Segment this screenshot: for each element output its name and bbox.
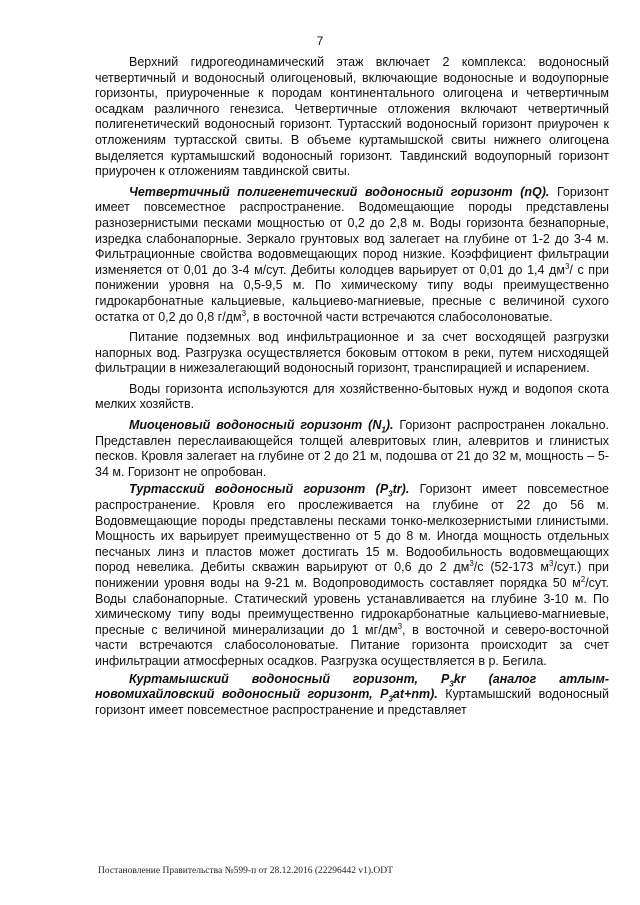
- superscript: 3: [241, 308, 247, 318]
- heading-turtas-horizon: [129, 482, 410, 499]
- heading-text: Куртамышский водоносный горизонт, P: [129, 671, 450, 686]
- page-number: 7: [316, 34, 324, 48]
- paragraph-turtas: [95, 482, 609, 669]
- subscript: 1: [381, 425, 386, 435]
- paragraph-text: , в восточной и северо-восточной части встречаются слабосолоноватые. Питание горизонта происходит за счет инфильтрации атмосферных осадков. Разгрузка осуществляется в р. Бегила.: [95, 622, 609, 668]
- paragraph-text: Горизонт распространен локально. Представлен переслаивающейся толщей алевритовых глин, алевритов и глинистых песков. Кровля залегает на глубине от 2 до 21 м, подошва от 21 до 32 м, мощность – 5-34 м. Горизонт не опробован.: [95, 418, 609, 479]
- heading-text: tr).: [392, 482, 410, 497]
- paragraph-text: /с (52-173 м: [473, 560, 549, 575]
- subscript: 3: [388, 489, 393, 499]
- document-body: [95, 55, 609, 723]
- superscript: 3: [397, 621, 403, 631]
- paragraph-quaternary: [95, 185, 609, 325]
- paragraph-text: Горизонт имеет повсеместное распространение. Водомещающие породы представлены разнозернистыми песками мощностью от 0,2 до 2,8 м. Воды горизонта безнапорные, изредка слабонапорные. Зеркало грунтовых вод залегает на глубине от 1-2 до 3-4 м. Фильтрационные свойства водовмещающих пород низкие. Коэффициент фильтрации изменяется от 0,01 до 3-4 м/сут. Дебиты колодцев варьирует от 0,01 до 1,4 дм: [95, 184, 609, 277]
- paragraph-text: , в восточной части встречаются слабосолоноватые.: [246, 309, 553, 324]
- paragraph-intro: Верхний гидрогеодинамический этаж включает 2 комплекса: водоносный четвертичный и водоносный олигоценовый, включающие водоносные и водоупорные горизонты, приуроченные к породам континентального олигоцена и четвертичным осадкам различного генезиса. Четвертичные отложения включают четвертичный полигенетический водоносный горизонт. Туртасский водоносный горизонт приурочен к отложениям туртасской свиты. В объеме куртамышской свиты нижнего олигоцена выделяется куртамышский водоносный горизонт. Тавдинский водоупорный горизонт приурочен к отложениям тавдинской свиты.: [95, 55, 609, 179]
- heading-text: Миоценовый водоносный горизонт (N: [129, 418, 382, 433]
- heading-miocene-horizon: [129, 418, 394, 435]
- paragraph-recharge: Питание подземных вод инфильтрационное и за счет восходящей разгрузки напорных вод. Разгрузка осуществляется боковым оттоком в реки, путем нисходящей фильтрации в нижезалегающий водоносный горизонт, транспирацией и испарением.: [95, 330, 609, 376]
- heading-text: at+nm).: [392, 687, 438, 702]
- paragraph-text: Куртамышский водоносный горизонт имеет повсеместное распространение и представляет: [95, 687, 609, 717]
- superscript: 3: [548, 559, 554, 569]
- paragraph-text: /сут.) при понижении уровня воды на 9-21 м. Водопроводимость составляет порядка 50 м: [95, 560, 609, 590]
- heading-text: ).: [385, 418, 394, 433]
- heading-quaternary-horizon: Четвертичный полигенетический водоносный горизонт (nQ).: [129, 184, 550, 199]
- document-footer: Постановление Правительства №599-п от 28.12.2016 (22296442 v1).ODT: [98, 866, 393, 876]
- superscript: 3: [469, 559, 474, 569]
- heading-text: kr (аналог атлым-новомихайловский водоносный горизонт, P: [95, 671, 609, 702]
- paragraph-text: Горизонт имеет повсеместное распространение. Кровля его прослеживается на глубине от 22 до 56 м. Водовмещающие породы представлены песками тонко-мелкозернистыми глинистыми. Мощность их варьирует преимущественно от 5 до 8 м. Иногда мощность отдельных песчаных линз и пластов может достигать 15 м. Водообильность водовмещающих пород невелика. Дебиты скважин варьируют от 0,6 до 2 дм: [95, 482, 609, 575]
- paragraph-text: /сут. Воды слабонапорные. Статический уровень устанавливается на глубине 3-10 м. По химическому типу воды преимущественно гидрокарбонатные кальциево-магниевые, пресные с величиной минерализации до 1 мг/дм: [95, 576, 609, 637]
- superscript: 3: [564, 261, 570, 271]
- superscript: 2: [580, 574, 586, 584]
- paragraph-kurtamysh: [95, 672, 609, 719]
- subscript: 3: [449, 679, 454, 689]
- heading-text: Туртасский водоносный горизонт (P: [129, 482, 389, 497]
- paragraph-usage: Воды горизонта используются для хозяйственно-бытовых нужд и водопоя скота мелких хозяйств.: [95, 381, 609, 412]
- paragraph-text: / с при понижении уровня на 0,5-9,5 м. По химическому типу воды преимущественно гидрокарбонатные кальциевые, кальциево-магниевые, пресные с величиной сухого остатка от 0,2 до 0,8 г/дм: [95, 262, 609, 324]
- paragraph-miocene: [95, 418, 609, 480]
- subscript: 3: [388, 694, 393, 704]
